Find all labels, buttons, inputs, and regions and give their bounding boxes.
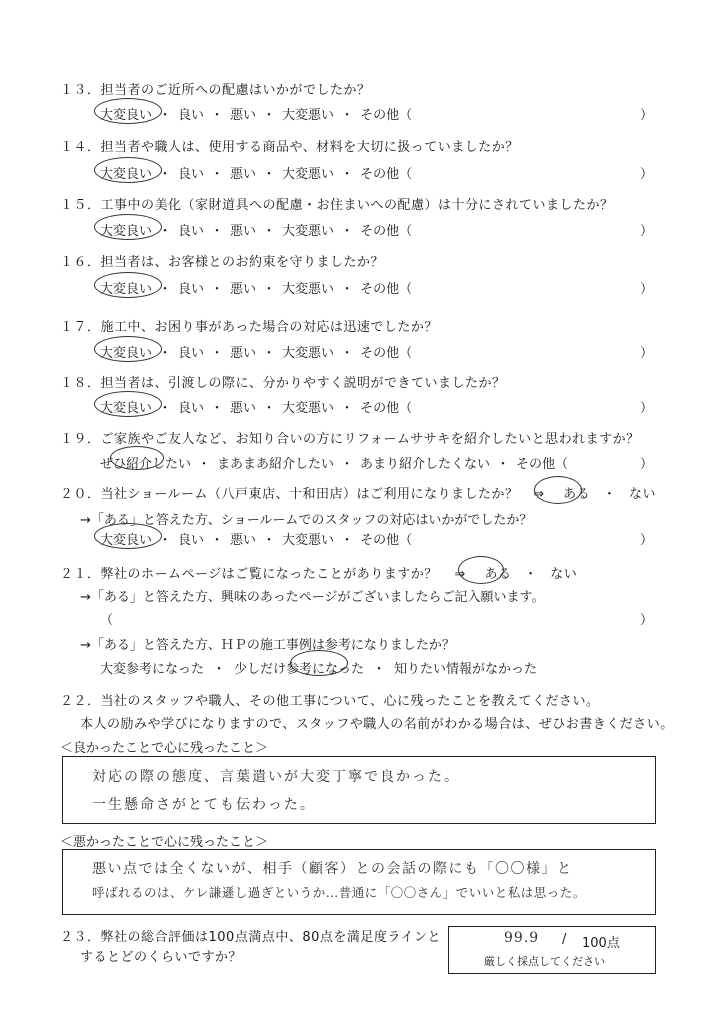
score-value: 99.9 [504, 930, 540, 946]
option-slightly-helpful[interactable]: 少しだけ参考になった [234, 662, 365, 677]
good-comment-line-2: 一生懸命さがとても伝わった。 [92, 797, 316, 813]
options-15: 大変良い ・ 良い ・ 悪い ・ 大変悪い ・ その他（ [100, 220, 412, 239]
option-very-bad[interactable]: 大変悪い [282, 224, 335, 239]
separator-dot: ・ [524, 567, 538, 582]
answer-circle [94, 272, 162, 298]
option-not-helpful[interactable]: 知りたい情報がなかった [394, 662, 538, 677]
question-20-text: ２０．当社ショールーム（八戸東店、十和田店）はご利用になりましたか？ [60, 487, 519, 502]
answer-circle [94, 523, 162, 549]
option-bad[interactable]: 悪い [230, 224, 257, 239]
option-very-bad[interactable]: 大変悪い [282, 108, 335, 123]
question-14: １４．担当者や職人は、使用する商品や、材料を大切に扱っていましたか？ [60, 140, 519, 155]
paren-close: ） [640, 167, 654, 182]
option-very-good[interactable]: 大変良い [100, 108, 153, 123]
option-other[interactable]: その他（ [360, 167, 413, 182]
paren-close: ） [640, 346, 654, 361]
answer-circle [94, 98, 162, 124]
score-slash: / [562, 932, 567, 947]
answer-circle [290, 650, 348, 676]
answer-circle [110, 446, 164, 470]
option-good[interactable]: 良い [178, 533, 205, 548]
option-other[interactable]: その他（ [360, 346, 413, 361]
score-note: 厳しく採点してください [484, 955, 605, 968]
option-very-bad[interactable]: 大変悪い [282, 282, 335, 297]
question-21-text: ２１．弊社のホームページはご覧になったことがありますか？ [60, 567, 438, 582]
answer-no[interactable]: ない [550, 567, 578, 582]
option-definitely[interactable]: ぜひ紹介したい [100, 457, 192, 472]
paren-close: ） [640, 401, 654, 416]
option-very-good[interactable]: 大変良い [100, 346, 153, 361]
bad-comment-line-2: 呼ばれるのは、ケレ謙遜し過ぎというか…普通に「〇〇さん」でいいと私は思った。 [92, 885, 586, 900]
question-23: ２３．弊社の総合評価は100点満点中、80点を満足度ラインと [60, 930, 441, 945]
paren-open: （ [100, 613, 114, 628]
option-very-good[interactable]: 大変良い [100, 533, 153, 548]
answer-circle [94, 214, 162, 240]
q20-followup: →「ある」と答えた方、ショールームでのスタッフの対応はいかがでしたか？ [80, 513, 533, 528]
options-18: 大変良い ・ 良い ・ 悪い ・ 大変悪い ・ その他（ [100, 397, 412, 416]
options-20: 大変良い ・ 良い ・ 悪い ・ 大変悪い ・ その他（ [100, 529, 412, 548]
option-somewhat[interactable]: まあまあ紹介したい [217, 457, 335, 472]
question-18: １８．担当者は、引渡しの際に、分かりやすく説明ができていましたか？ [60, 376, 506, 391]
question-19: １９．ご家族やご友人など、お知り合いの方にリフォームササキを紹介したいと思われますか？ [60, 432, 640, 447]
paren-close: ） [640, 282, 654, 297]
option-good[interactable]: 良い [178, 401, 205, 416]
options-19: ぜひ紹介したい ・ まあまあ紹介したい ・ あまり紹介したくない ・ その他（ [100, 453, 568, 472]
option-good[interactable]: 良い [178, 108, 205, 123]
question-17: １７．施工中、お困り事があった場合の対応は迅速でしたか？ [60, 320, 438, 335]
options-21: 大変参考になった ・ 少しだけ参考になった ・ 知りたい情報がなかった [100, 658, 537, 677]
question-22: ２２．当社のスタッフや職人、その他工事について、心に残ったことを教えてください。 [60, 694, 600, 709]
option-other[interactable]: その他（ [360, 533, 413, 548]
answer-circle [94, 391, 162, 417]
paren-close: ） [640, 108, 654, 123]
option-other[interactable]: その他（ [360, 282, 413, 297]
bad-comment-line-1: 悪い点では全くないが、相手（顧客）との会話の際にも「〇〇様」と [92, 861, 573, 877]
option-very-good[interactable]: 大変良い [100, 401, 153, 416]
options-17: 大変良い ・ 良い ・ 悪い ・ 大変悪い ・ その他（ [100, 342, 412, 361]
option-very-good[interactable]: 大変良い [100, 167, 153, 182]
option-very-good[interactable]: 大変良い [100, 282, 153, 297]
question-13: １３．担当者のご近所への配慮はいかがでしたか？ [60, 83, 371, 98]
q21-followup-1: →「ある」と答えた方、興味のあったページがございましたらご記入願います。 [80, 590, 545, 605]
answer-yes[interactable]: ある [563, 487, 591, 502]
option-bad[interactable]: 悪い [230, 282, 257, 297]
option-bad[interactable]: 悪い [230, 533, 257, 548]
option-good[interactable]: 良い [178, 346, 205, 361]
option-bad[interactable]: 悪い [230, 167, 257, 182]
option-very-bad[interactable]: 大変悪い [282, 401, 335, 416]
answer-circle [458, 556, 504, 584]
paren-close: ） [640, 533, 654, 548]
options-16: 大変良い ・ 良い ・ 悪い ・ 大変悪い ・ その他（ [100, 278, 412, 297]
paren-close: ） [640, 224, 654, 239]
question-15: １５．工事中の美化（家財道具への配慮・お住まいへの配慮）は十分にされていましたか？ [60, 198, 614, 213]
option-bad[interactable]: 悪い [230, 108, 257, 123]
q21-followup-2: →「ある」と答えた方、ＨＰの施工事例は参考になりましたか？ [80, 638, 455, 653]
question-16: １６．担当者は、お客様とのお約束を守りましたか？ [60, 255, 385, 270]
option-very-good[interactable]: 大変良い [100, 224, 153, 239]
good-label: ＜良かったことで心に残ったこと＞ [60, 741, 269, 756]
option-very-bad[interactable]: 大変悪い [282, 167, 335, 182]
option-bad[interactable]: 悪い [230, 401, 257, 416]
arrow-icon: ⇒ [454, 567, 466, 582]
paren-close: ） [640, 613, 654, 628]
question-22-note: 本人の励みや学びになりますので、スタッフや職人の名前がわかる場合は、ぜひお書きください。 [80, 717, 674, 732]
option-other[interactable]: その他（ [360, 401, 413, 416]
answer-circle [94, 157, 162, 183]
option-not-really[interactable]: あまり紹介したくない [360, 457, 491, 472]
arrow-icon: ⇒ [533, 487, 545, 502]
options-14: 大変良い ・ 良い ・ 悪い ・ 大変悪い ・ その他（ [100, 163, 412, 182]
option-other[interactable]: その他（ [516, 457, 569, 472]
option-other[interactable]: その他（ [360, 224, 413, 239]
option-good[interactable]: 良い [178, 167, 205, 182]
option-very-bad[interactable]: 大変悪い [282, 533, 335, 548]
paren-close: ） [640, 457, 654, 472]
option-very-helpful[interactable]: 大変参考になった [100, 662, 205, 677]
answer-circle [94, 336, 162, 362]
option-good[interactable]: 良い [178, 224, 205, 239]
bad-label: ＜悪かったことで心に残ったこと＞ [60, 835, 269, 850]
good-comment-line-1: 対応の際の態度、言葉遣いが大変丁寧で良かった。 [92, 769, 460, 785]
option-other[interactable]: その他（ [360, 108, 413, 123]
answer-circle [534, 476, 582, 504]
answer-no[interactable]: ない [628, 487, 656, 502]
question-23-cont: するとどのくらいですか？ [80, 950, 243, 965]
option-very-bad[interactable]: 大変悪い [282, 346, 335, 361]
options-13: 大変良い ・ 良い ・ 悪い ・ 大変悪い ・ その他（ [100, 104, 412, 123]
score-max: 100点 [582, 936, 620, 951]
answer-yes[interactable]: ある [484, 567, 512, 582]
separator-dot: ・ [602, 487, 617, 502]
option-bad[interactable]: 悪い [230, 346, 257, 361]
option-good[interactable]: 良い [178, 282, 205, 297]
